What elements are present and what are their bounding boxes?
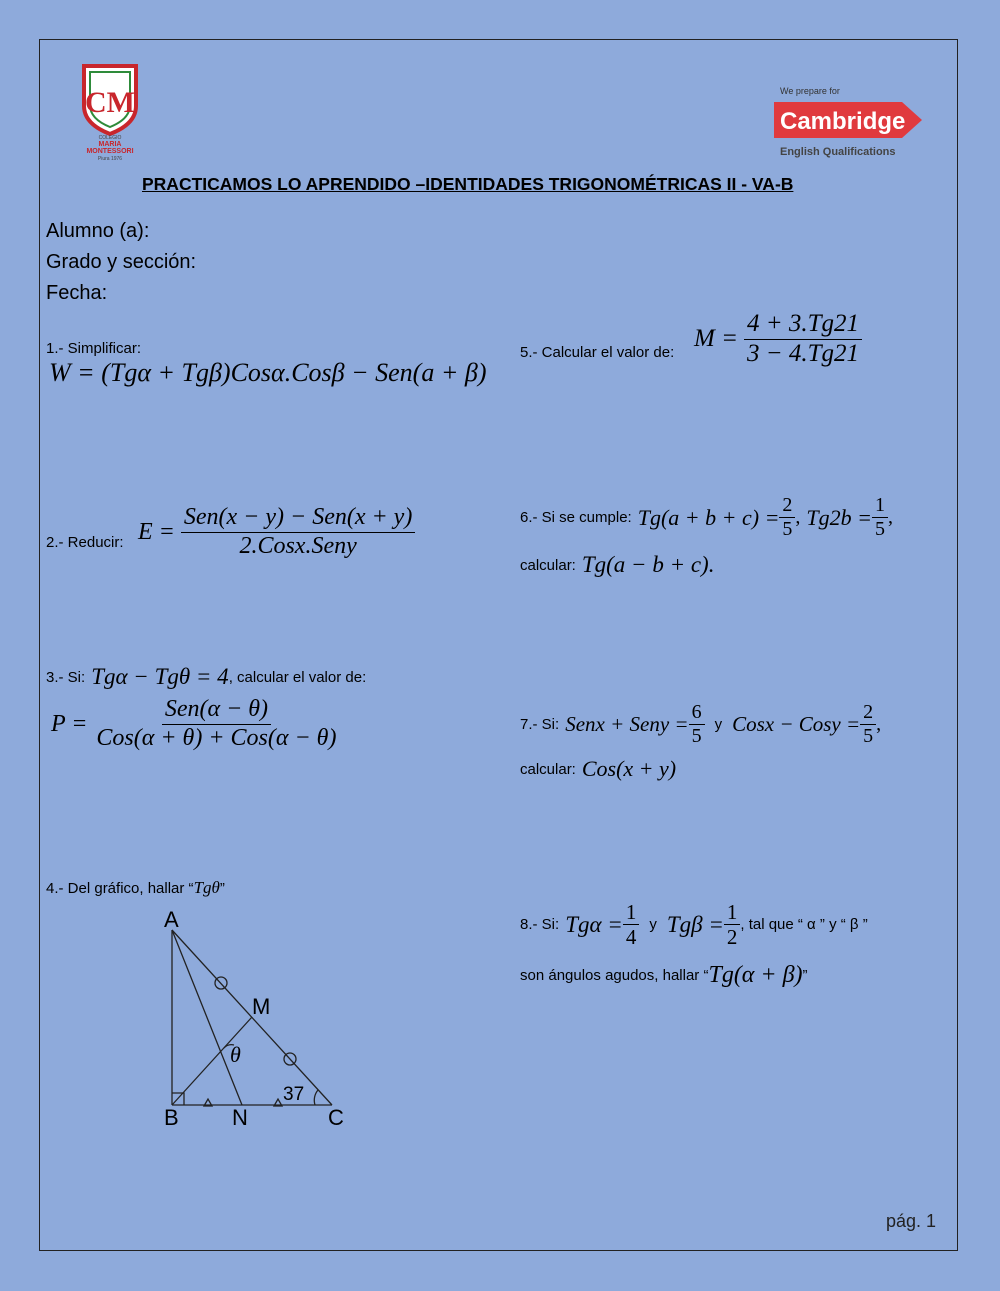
problem-7-target: Cos(x + y) <box>581 756 677 781</box>
cambridge-bottom-text: English Qualifications <box>780 146 896 158</box>
angle-theta-label: θ <box>230 1042 241 1067</box>
problem-8-eq1-lhs: Tgα = <box>565 911 623 937</box>
problem-3-numerator: Sen(α − θ) <box>162 696 271 725</box>
problem-1-expression: W = (Tgα + Tgβ)Cosα.Cosβ − Sen(a + β) <box>49 358 487 387</box>
problem-7-eq2-den: 5 <box>863 725 874 747</box>
segment-an <box>172 930 242 1105</box>
point-m-label: M <box>252 994 271 1019</box>
point-n-label: N <box>232 1105 248 1130</box>
student-name-label: Alumno (a): <box>46 220 150 242</box>
page-title: PRACTICAMOS LO APRENDIDO –IDENTIDADES TRIGONOMÉTRICAS II - VA-B <box>142 174 794 194</box>
problem-6-eq1-den: 5 <box>782 518 793 540</box>
problem-6-eq2-lhs: Tg2b = <box>806 504 873 530</box>
problem-8-line-1 <box>520 900 868 949</box>
problem-8-line2-text: son ángulos agudos, hallar “ <box>520 967 709 984</box>
problem-5-label: 5.- Calcular el valor de: <box>520 344 675 361</box>
problem-6-eq2-num: 1 <box>872 494 888 518</box>
logo-line-3: MONTESSORI <box>86 148 134 155</box>
problem-5-denominator: 3 − 4.Tg21 <box>746 339 859 367</box>
problem-6-comma-2: , <box>888 506 894 528</box>
problem-8-target: Tg(α + β) <box>708 962 803 988</box>
problem-8-eq1-den: 4 <box>625 925 637 950</box>
problem-8-eq1-num: 1 <box>623 900 640 925</box>
problem-3-lhs: P = <box>51 710 88 737</box>
problem-8-line-2 <box>520 962 808 989</box>
problem-7-eq1-fraction <box>689 701 705 748</box>
problem-4-diagram <box>150 900 370 1140</box>
problem-6-line-1 <box>520 494 893 541</box>
point-c-label: C <box>328 1105 344 1130</box>
problem-6-line-2 <box>520 552 714 578</box>
problem-8-and: y <box>649 916 657 934</box>
problem-8-tail: , tal que “ α ” y “ β ” <box>740 916 868 934</box>
problem-5-lhs: M = <box>694 325 738 353</box>
problem-5-fraction <box>744 310 862 369</box>
cambridge-name: Cambridge <box>780 108 906 135</box>
logo-line-1: COLEGIO <box>98 135 122 141</box>
problem-3-denominator: Cos(α + θ) + Cos(α − θ) <box>96 724 337 751</box>
logo-line-4: Piura 1976 <box>97 156 123 162</box>
problem-7-calc-label: calcular: <box>520 760 576 778</box>
problem-2-numerator: Sen(x − y) − Sen(x + y) <box>181 504 415 533</box>
problem-4-close: ” <box>219 880 225 897</box>
problem-2-formula <box>138 504 415 560</box>
problem-7-eq2-num: 2 <box>860 701 876 725</box>
problem-7-eq2-fraction <box>860 701 876 748</box>
problem-8-eq2-num: 1 <box>724 900 741 925</box>
problem-2-lhs: E = <box>138 518 175 545</box>
problem-3-condition-line <box>46 664 366 690</box>
problem-2-denominator: 2.Cosx.Seny <box>239 532 357 559</box>
point-a-label: A <box>164 907 179 932</box>
problem-6-comma-1: , <box>795 506 801 528</box>
problem-5-numerator: 4 + 3.Tg21 <box>744 310 862 340</box>
problem-2-label: 2.- Reducir: <box>46 534 124 551</box>
svg-text:CM: CM <box>85 86 135 119</box>
angle-arc-c <box>314 1090 318 1105</box>
problem-7-label: 7.- Si: <box>520 716 560 733</box>
problem-4-label: 4.- Del gráfico, hallar “ <box>46 880 194 897</box>
problem-6-eq2-den: 5 <box>875 518 886 540</box>
problem-6-eq1-num: 2 <box>779 494 795 518</box>
problem-4-target: Tgθ <box>193 878 220 897</box>
problem-7-eq1-lhs: Senx + Seny = <box>565 712 689 736</box>
problem-8-eq2-lhs: Tgβ = <box>666 911 724 937</box>
problem-3-mid-text: , calcular el valor de: <box>228 668 367 686</box>
point-b-label: B <box>164 1105 179 1130</box>
problem-5-formula <box>694 310 862 369</box>
problem-3-label: 3.- Si: <box>46 668 86 686</box>
problem-6-label: 6.- Si se cumple: <box>520 509 632 526</box>
problem-8-eq2-fraction <box>724 900 741 949</box>
problem-8-label: 8.- Si: <box>520 916 560 934</box>
problem-1-label: 1.- Simplificar: <box>46 340 142 357</box>
problem-6-eq1-fraction <box>779 494 795 541</box>
date-label: Fecha: <box>46 282 108 304</box>
problem-8-eq1-fraction <box>623 900 640 949</box>
problem-6-target: Tg(a − b + c). <box>581 552 715 577</box>
problem-3-formula <box>51 696 339 752</box>
problem-6-eq2-fraction <box>872 494 888 541</box>
angle-37-label: 37 <box>283 1084 305 1105</box>
cambridge-top-text: We prepare for <box>780 86 840 96</box>
grade-label: Grado y sección: <box>46 251 197 273</box>
school-logo <box>70 62 150 162</box>
problem-4-line <box>46 878 225 898</box>
problem-6-calc-label: calcular: <box>520 556 576 574</box>
problem-7-line-2 <box>520 756 676 782</box>
problem-7-comma: , <box>876 713 882 735</box>
problem-7-eq2-lhs: Cosx − Cosy = <box>732 712 861 736</box>
page-number: pág. 1 <box>885 1211 936 1231</box>
problem-8-eq2-den: 2 <box>726 925 738 950</box>
problem-6-eq1-lhs: Tg(a + b + c) = <box>637 504 780 530</box>
problem-3-fraction <box>93 696 339 752</box>
problem-7-eq1-den: 5 <box>691 725 702 747</box>
logo-line-2: MARIA <box>98 141 122 148</box>
problem-7-eq1-num: 6 <box>689 701 705 725</box>
cambridge-logo <box>772 85 927 160</box>
problem-7-and: y <box>714 716 723 733</box>
problem-2-fraction <box>181 504 415 560</box>
problem-7-line-1 <box>520 701 881 748</box>
problem-8-close: ” <box>802 967 808 984</box>
problem-3-condition: Tgα − Tgθ = 4 <box>91 664 229 689</box>
